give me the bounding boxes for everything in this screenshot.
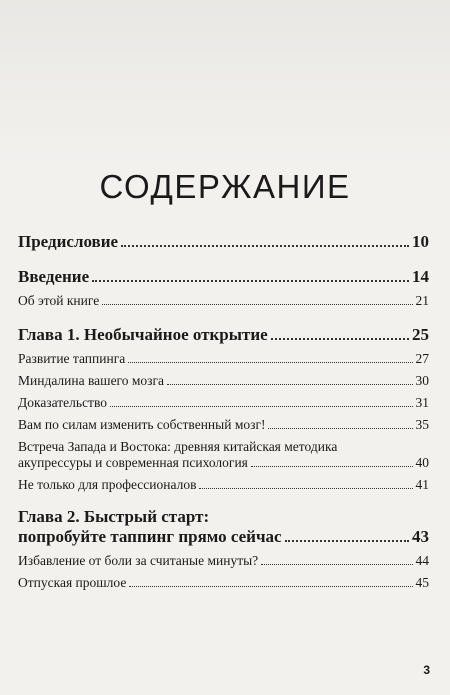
toc-entry-label: Вам по силам изменить собственный мозг! — [18, 417, 266, 432]
toc-entry — [18, 439, 429, 471]
dot-leader — [199, 488, 412, 489]
toc-entry-label: Миндалина вашего мозга — [18, 373, 165, 388]
toc-entry-page: 41 — [415, 477, 429, 492]
toc-entry — [18, 351, 429, 367]
toc-entry-line2 — [18, 455, 429, 471]
toc-entry-page: 10 — [412, 232, 429, 251]
toc-entry-page: 43 — [412, 527, 429, 546]
toc-entry-label: Предисловие — [18, 232, 119, 251]
toc-entry-label: Развитие таппинга — [18, 351, 126, 366]
toc-entry — [18, 395, 429, 411]
toc-entry-page: 40 — [415, 455, 429, 470]
dot-leader — [110, 406, 413, 407]
dot-leader — [271, 338, 409, 340]
toc-entry — [18, 477, 429, 493]
dot-leader — [92, 280, 409, 282]
toc-entry-label: Не только для профессионалов — [18, 477, 197, 492]
dot-leader — [261, 564, 412, 565]
toc-entry — [18, 575, 429, 591]
toc-entry-page: 45 — [415, 575, 429, 590]
toc-entry-page: 30 — [415, 373, 429, 388]
toc-entry — [18, 267, 429, 287]
toc-entry — [18, 417, 429, 433]
dot-leader — [251, 466, 413, 467]
dot-leader — [268, 428, 412, 429]
toc-entry — [18, 325, 429, 345]
toc-entry-page: 27 — [415, 351, 429, 366]
toc-entry-label: Доказательство — [18, 395, 107, 410]
dot-leader — [285, 540, 409, 542]
toc-entry-label: Глава 1. Необычайное открытие — [18, 325, 268, 344]
table-of-contents — [18, 232, 429, 591]
toc-entry-page: 44 — [415, 553, 429, 568]
dot-leader — [102, 304, 412, 305]
toc-entry-label: Избавление от боли за считаные минуты? — [18, 553, 259, 568]
toc-entry-label-line2: попробуйте таппинг прямо сейчас — [18, 527, 282, 546]
toc-entry-label: Об этой книге — [18, 293, 100, 308]
bleed-through-shadow — [0, 0, 450, 165]
toc-entry — [18, 373, 429, 389]
toc-entry-page: 14 — [412, 267, 429, 286]
toc-entry — [18, 232, 429, 252]
dot-leader — [129, 586, 412, 587]
toc-entry-page: 31 — [415, 395, 429, 410]
toc-entry-label-line2: акупрессуры и современная психология — [18, 455, 248, 470]
toc-entry-label: Введение — [18, 267, 90, 286]
toc-entry-label-line1: Глава 2. Быстрый старт: — [18, 507, 210, 526]
toc-entry-label-line1: Встреча Запада и Востока: древняя китайская методика — [18, 439, 338, 454]
toc-entry-label: Отпуская прошлое — [18, 575, 127, 590]
toc-entry — [18, 507, 429, 547]
toc-entry — [18, 553, 429, 569]
dot-leader — [167, 384, 412, 385]
dot-leader — [128, 362, 412, 363]
toc-entry-page: 21 — [415, 293, 429, 308]
dot-leader — [121, 245, 409, 247]
toc-entry-page: 25 — [412, 325, 429, 344]
toc-entry — [18, 293, 429, 309]
toc-entry-line2 — [18, 527, 429, 547]
page-number: 3 — [423, 663, 430, 677]
page-title: СОДЕРЖАНИЕ — [99, 168, 351, 205]
toc-entry-page: 35 — [415, 417, 429, 432]
